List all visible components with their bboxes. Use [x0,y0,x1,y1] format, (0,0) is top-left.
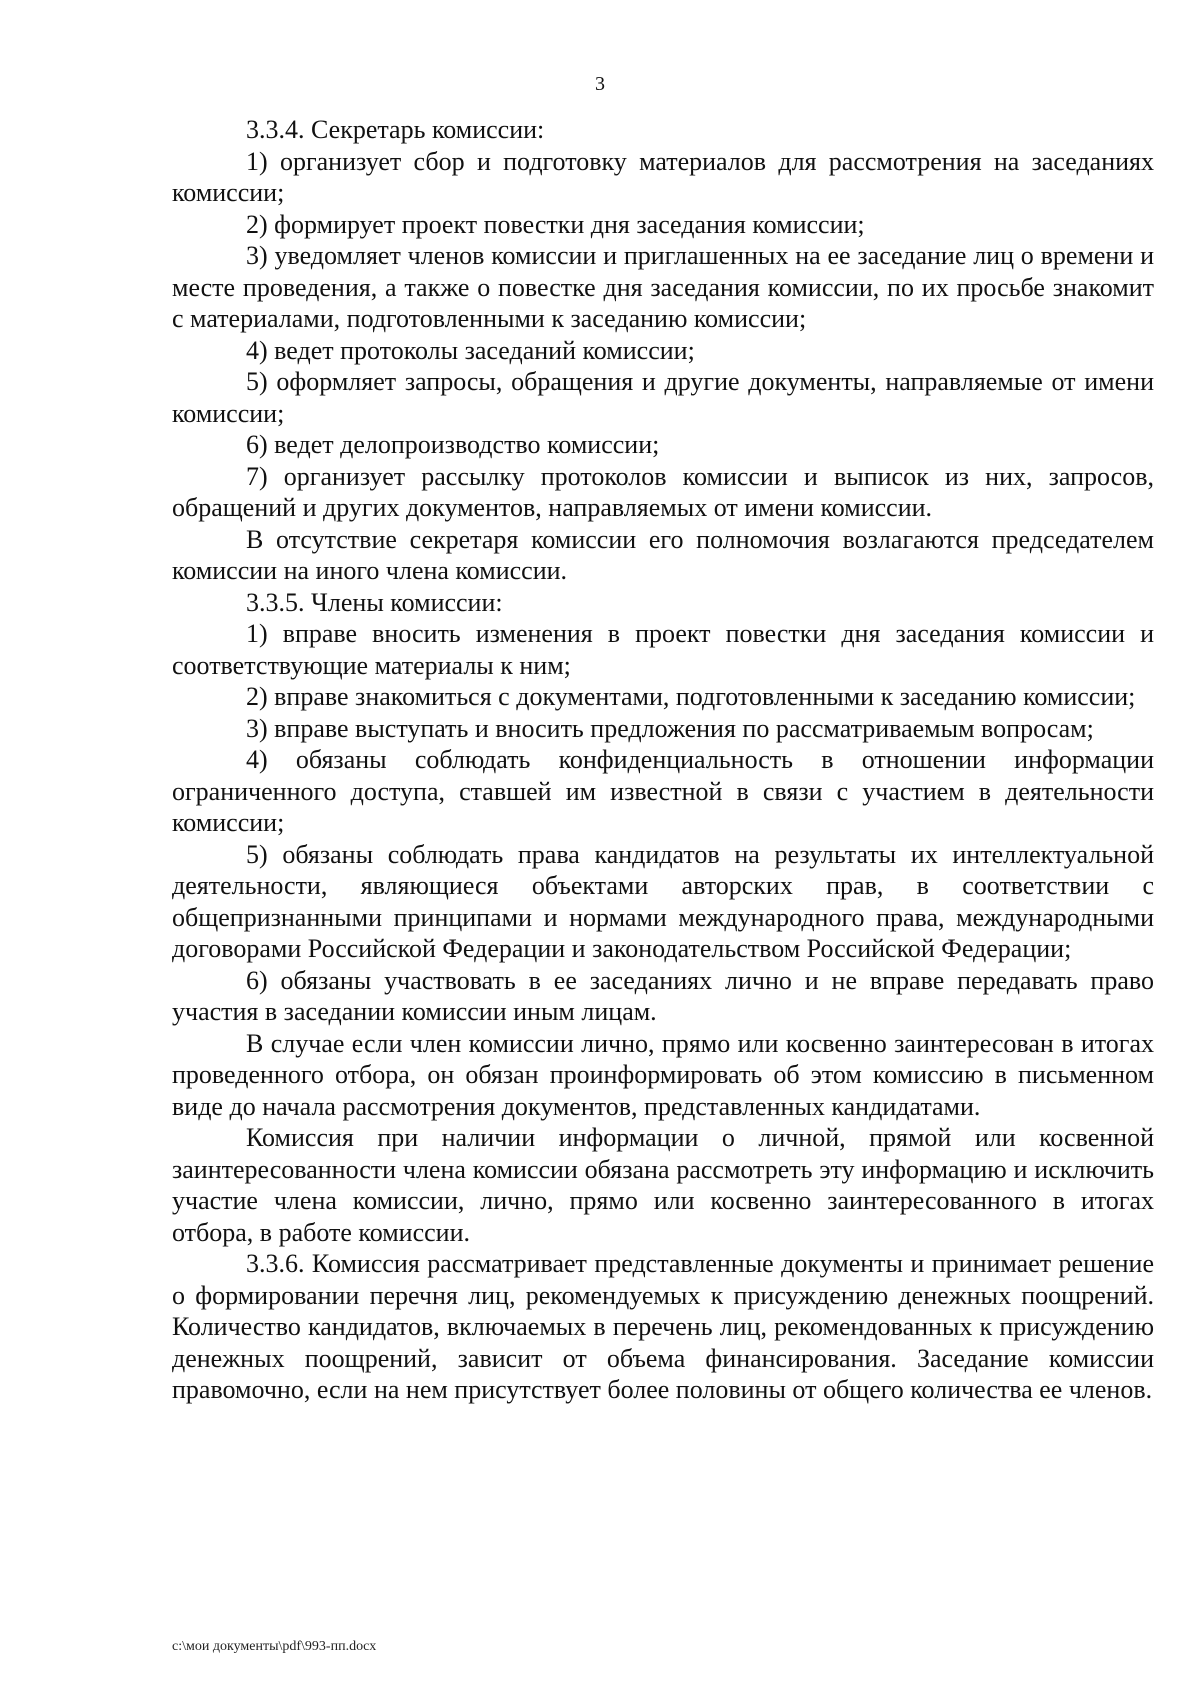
paragraph-secretary-item-1: 1) организует сбор и подготовку материалов для рассмотрения на заседаниях комиссии; [172,146,1154,207]
paragraph-members-item-5: 5) обязаны соблюдать права кандидатов на результаты их интеллектуальной деятельности, являющиеся объектами авторских прав, в соответствии с общепризнанными принципами и нормами международного права, международными договорами Российской Федерации и законодательством Российской Федерации; [172,839,1154,963]
paragraph-secretary-item-2: 2) формирует проект повестки дня заседания комиссии; [246,209,865,239]
document-body [172,114,1154,1406]
paragraph-conflict-of-interest: В случае если член комиссии лично, прямо или косвенно заинтересован в итогах проведенного отбора, он обязан проинформировать об этом комиссию в письменном виде до начала рассмотрения документов, представленных кандидатами. [172,1028,1154,1121]
paragraph-secretary-absence: В отсутствие секретаря комиссии его полномочия возлагаются председателем комиссии на иного члена комиссии. [172,524,1154,585]
paragraph-secretary-item-6: 6) ведет делопроизводство комиссии; [246,430,660,459]
paragraph-members-item-3: 3) вправе выступать и вносить предложения по рассматриваемым вопросам; [246,713,1094,743]
paragraph-secretary-item-3: 3) уведомляет членов комиссии и приглашенных на ее заседание лиц о времени и месте проведения, а также о повестке дня заседания комиссии, по их просьбе знакомит с материалами, подготовленными к заседанию комиссии; [172,241,1154,333]
paragraph-3-3-4-heading: 3.3.4. Секретарь комиссии: [246,115,545,144]
paragraph-secretary-item-7: 7) организует рассылку протоколов комиссии и выписок из них, запросов, обращений и других документов, направляемых от имени комиссии. [172,461,1154,522]
paragraph-secretary-item-4: 4) ведет протоколы заседаний комиссии; [246,335,695,365]
paragraph-3-3-6: 3.3.6. Комиссия рассматривает представленные документы и принимает решение о формировании перечня лиц, рекомендуемых к присуждению денежных поощрений. Количество кандидатов, включаемых в перечень лиц, рекомендованных к присуждению денежных поощрений, зависит от объема финансирования. Заседание комиссии правомочно, если на нем присутствует более половины от общего количества ее членов. [172,1249,1154,1404]
paragraph-members-item-1: 1) вправе вносить изменения в проект повестки дня заседания комиссии и соответствующие материалы к ним; [172,619,1154,680]
paragraph-members-item-4: 4) обязаны соблюдать конфиденциальность в отношении информации ограниченного доступа, ставшей им известной в связи с участием в деятельности комиссии; [172,745,1154,837]
paragraph-members-item-6: 6) обязаны участвовать в ее заседаниях лично и не вправе передавать право участия в заседании комиссии иным лицам. [172,965,1154,1026]
paragraph-secretary-item-5: 5) оформляет запросы, обращения и другие документы, направляемые от имени комиссии; [172,367,1154,428]
paragraph-3-3-5-heading: 3.3.5. Члены комиссии: [246,587,503,617]
paragraph-commission-review-interest: Комиссия при наличии информации о личной, прямой или косвенной заинтересованности члена комиссии обязана рассмотреть эту информацию и исключить участие члена комиссии, лично, прямо или косвенно заинтересованного в итогах отбора, в работе комиссии. [172,1123,1154,1247]
footer-file-path: c:\мои документы\pdf\993-пп.docx [172,1639,377,1654]
paragraph-members-item-2: 2) вправе знакомиться с документами, подготовленными к заседанию комиссии; [246,682,1136,711]
page-number: 3 [595,73,605,95]
